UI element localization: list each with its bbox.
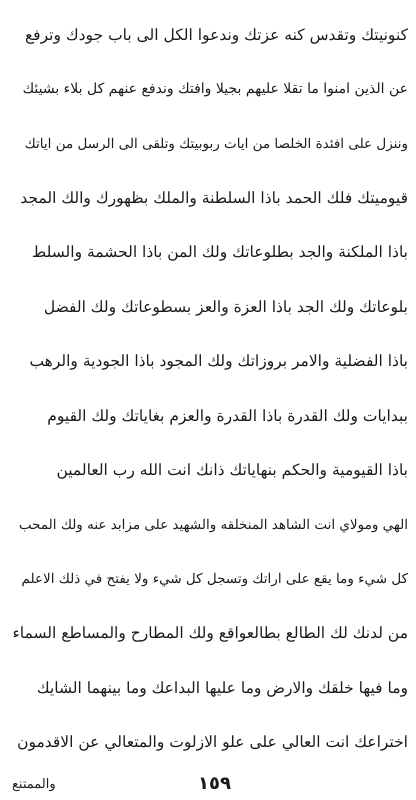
text-line	[10, 334, 408, 388]
text-line-content: وما فيها خلقك والارض وما عليها البداعك وما بينهما الشايك	[36, 678, 408, 697]
text-line	[10, 552, 408, 606]
text-line	[10, 661, 408, 715]
text-line	[10, 606, 408, 660]
text-line	[10, 443, 408, 497]
text-line	[10, 62, 408, 116]
text-line-content: كل شيء وما يقع على اراتك وتسجل كل شيء ولا يفتح في ذلك الاعلم	[21, 571, 408, 587]
text-line	[10, 8, 408, 62]
text-line	[10, 389, 408, 443]
text-line-content: باذا القيومية والحكم بنهاياتك ذانك انت الله رب العالمين	[56, 461, 408, 480]
text-line	[10, 171, 408, 225]
text-line	[10, 226, 408, 280]
text-line-content: ببدايات ولك القدرة باذا القدرة والعزم بغاياتك ولك القيوم	[47, 406, 408, 425]
text-line-content: باذا الملكنة والجد بطلوعاتك ولك المن باذا الحشمة والسلط	[31, 243, 408, 262]
text-line-content: عن الذين امنوا ما تقلا عليهم بجيلا وافتك وندفع عنهم كل بلاء بشيئك	[22, 81, 408, 98]
text-line-content: وننزل على افئدة الخلصا من ايات ربوبيتك وتلقى الى الرسل من اياتك	[24, 135, 408, 152]
text-line	[10, 715, 408, 769]
text-line-content: بلوعاتك ولك الجد باذا العزة والعز بسطوعاتك ولك الفضل	[43, 297, 408, 316]
text-line-content: اختراعك انت العالي على علو الازلوت والمتعالي عن الاقدمون	[17, 732, 408, 751]
text-line	[10, 117, 408, 171]
text-line	[10, 498, 408, 552]
page-number: ١٥٩	[198, 773, 231, 794]
text-line-content: باذا الفضلية والامر بروزاتك ولك المجود باذا الجودية والرهب	[29, 352, 408, 371]
text-line-content: كنونيتك وتقدس كنه عزتك وندعوا الكل الى باب جودك وترفع	[24, 25, 408, 44]
manuscript-text-block	[10, 8, 408, 769]
text-line-content: الهي ومولاي انت الشاهد المنخلقه والشهيد على مزابد عنه ولك المحب	[18, 516, 408, 533]
text-line	[10, 280, 408, 334]
text-line-content: قيوميتك فلك الحمد باذا السلطنة والملك بظهورك والك المجد	[20, 189, 408, 208]
catchword: والممتنع	[12, 777, 56, 792]
text-line-content: من لدنك لك الطالع بطالعواقع ولك المطارح والمساطع السماء	[12, 624, 408, 643]
